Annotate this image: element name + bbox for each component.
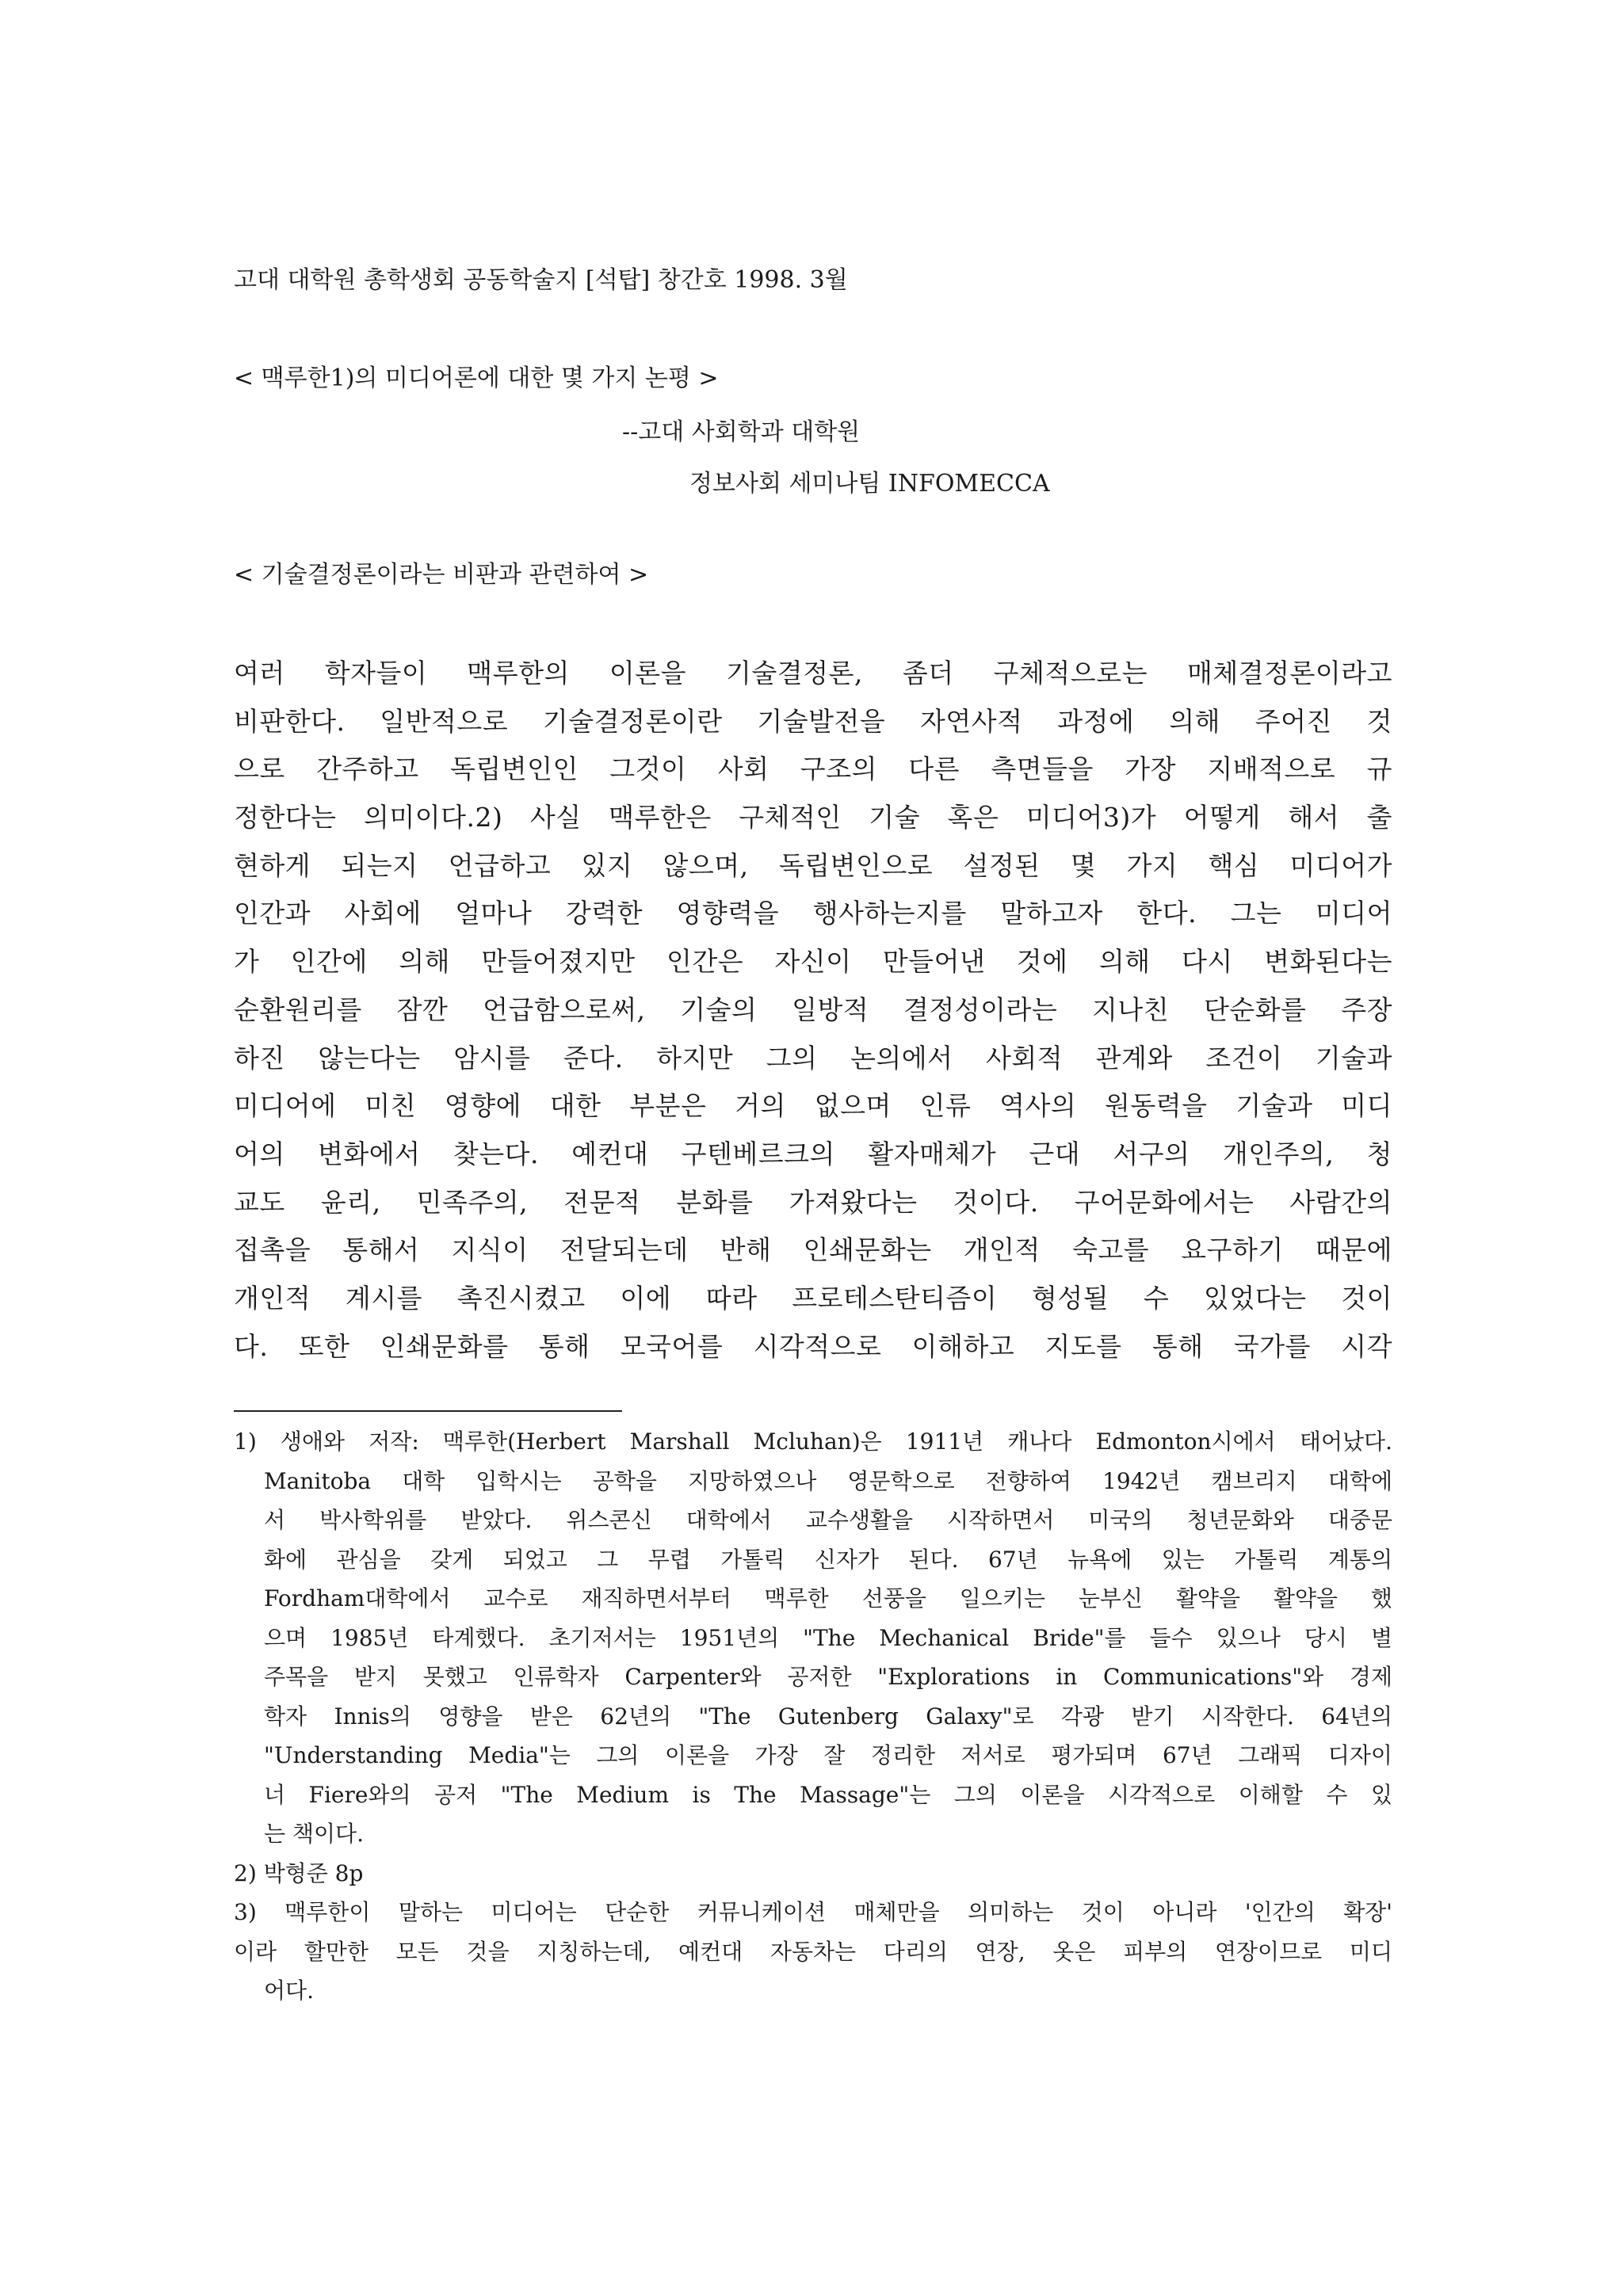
footnote-line: 너 Fiere와의 공저 "The Medium is The Massage"는 그의 이론을 시각적으로 이해할 수 있	[264, 1781, 1392, 1808]
body-line: 으로 간주하고 독립변인인 그것이 사회 구조의 다른 측면들을 가장 지배적으로 규	[234, 753, 1392, 785]
footnote-line: 으며 1985년 타계했다. 초기저서는 1951년의 "The Mechanical Bride"를 들수 있으나 당시 별	[264, 1624, 1392, 1651]
body-line: 접촉을 통해서 지식이 전달되는데 반해 인쇄문화는 개인적 숙고를 요구하기 때문에	[234, 1234, 1392, 1266]
footnote-line: 화에 관심을 갖게 되었고 그 무렵 가톨릭 신자가 된다. 67년 뉴욕에 있는 가톨릭 계통의	[264, 1546, 1392, 1573]
footnote-line: Manitoba 대학 입학시는 공학을 지망하였으나 영문학으로 전향하여 1942년 캠브리지 대학에	[264, 1467, 1392, 1494]
article-title: < 맥루한1)의 미디어론에 대한 몇 가지 논평 >	[234, 364, 719, 392]
footnote-line: 학자 Innis의 영향을 받은 62년의 "The Gutenberg Galaxy"로 각광 받기 시작한다. 64년의	[264, 1703, 1392, 1730]
footnote-line: "Understanding Media"는 그의 이론을 가장 잘 정리한 저서로 평가되며 67년 그래픽 디자이	[264, 1742, 1392, 1768]
footnote-line: 어다.	[264, 1978, 314, 2004]
author-team: 정보사회 세미나팀 INFOMECCA	[689, 470, 1050, 498]
body-line: 하진 않는다는 암시를 준다. 하지만 그의 논의에서 사회적 관계와 조건이 기술과	[234, 1042, 1392, 1074]
body-line: 여러 학자들이 맥루한의 이론을 기술결정론, 좀더 구체적으로는 매체결정론이라고	[234, 658, 1392, 688]
body-line: 개인적 계시를 촉진시켰고 이에 따라 프로테스탄티즘이 형성될 수 있었다는 것이	[234, 1282, 1392, 1314]
author-affiliation: --고대 사회학과 대학원	[622, 418, 861, 446]
footnote-divider	[234, 1410, 622, 1412]
body-line: 정한다는 의미이다.2) 사실 맥루한은 구체적인 기술 혹은 미디어3)가 어떻게 해서 출	[234, 802, 1392, 833]
body-line: 미디어에 미친 영향에 대한 부분은 거의 없으며 인류 역사의 원동력을 기술과 미디	[234, 1090, 1392, 1122]
footnote-line: 3) 맥루한이 말하는 미디어는 단순한 커뮤니케이션 매체만을 의미하는 것이 아니라 '인간의 확장'	[234, 1899, 1392, 1925]
body-line: 다. 또한 인쇄문화를 통해 모국어를 시각적으로 이해하고 지도를 통해 국가를 시각	[234, 1330, 1392, 1362]
footnote-line: Fordham대학에서 교수로 재직하면서부터 맥루한 선풍을 일으키는 눈부신 활약을 활약을 했	[264, 1585, 1392, 1611]
footnote-line: 1) 생애와 저작: 맥루한(Herbert Marshall Mcluhan)은 1911년 캐나다 Edmonton시에서 태어났다.	[234, 1428, 1392, 1455]
footnote-line: 2) 박형준 8p	[234, 1859, 364, 1886]
footnote-line: 는 책이다.	[264, 1821, 364, 1847]
body-line: 어의 변화에서 찾는다. 예컨대 구텐베르크의 활자매체가 근대 서구의 개인주의, 청	[234, 1138, 1392, 1169]
publication-header: 고대 대학원 총학생회 공동학술지 [석탑] 창간호 1998. 3월	[234, 266, 848, 294]
section-heading: < 기술결정론이라는 비판과 관련하여 >	[234, 561, 649, 589]
footnote-line: 이라 할만한 모든 것을 지칭하는데, 예컨대 자동차는 다리의 연장, 옷은 피부의 연장이므로 미디	[234, 1938, 1392, 1965]
body-line: 인간과 사회에 얼마나 강력한 영향력을 행사하는지를 말하고자 한다. 그는 미디어	[234, 898, 1392, 929]
body-line: 현하게 되는지 언급하고 있지 않으며, 독립변인으로 설정된 몇 가지 핵심 미디어가	[234, 849, 1392, 881]
body-line: 가 인간에 의해 만들어졌지만 인간은 자신이 만들어낸 것에 의해 다시 변화된다는	[234, 946, 1392, 978]
footnote-line: 서 박사학위를 받았다. 위스콘신 대학에서 교수생활을 시작하면서 미국의 청년문화와 대중문	[264, 1507, 1392, 1533]
footnote-line: 주목을 받지 못했고 인류학자 Carpenter와 공저한 "Explorations in Communications"와 경제	[264, 1664, 1392, 1690]
body-paragraph	[234, 650, 1392, 1371]
body-line: 교도 윤리, 민족주의, 전문적 분화를 가져왔다는 것이다. 구어문화에서는 사람간의	[234, 1186, 1392, 1218]
footnotes	[234, 1422, 1392, 2011]
body-line: 순환원리를 잠깐 언급함으로써, 기술의 일방적 결정성이라는 지나친 단순화를 주장	[234, 994, 1392, 1025]
body-line: 비판한다. 일반적으로 기술결정론이란 기술발전을 자연사적 과정에 의해 주어진 것	[234, 705, 1392, 737]
